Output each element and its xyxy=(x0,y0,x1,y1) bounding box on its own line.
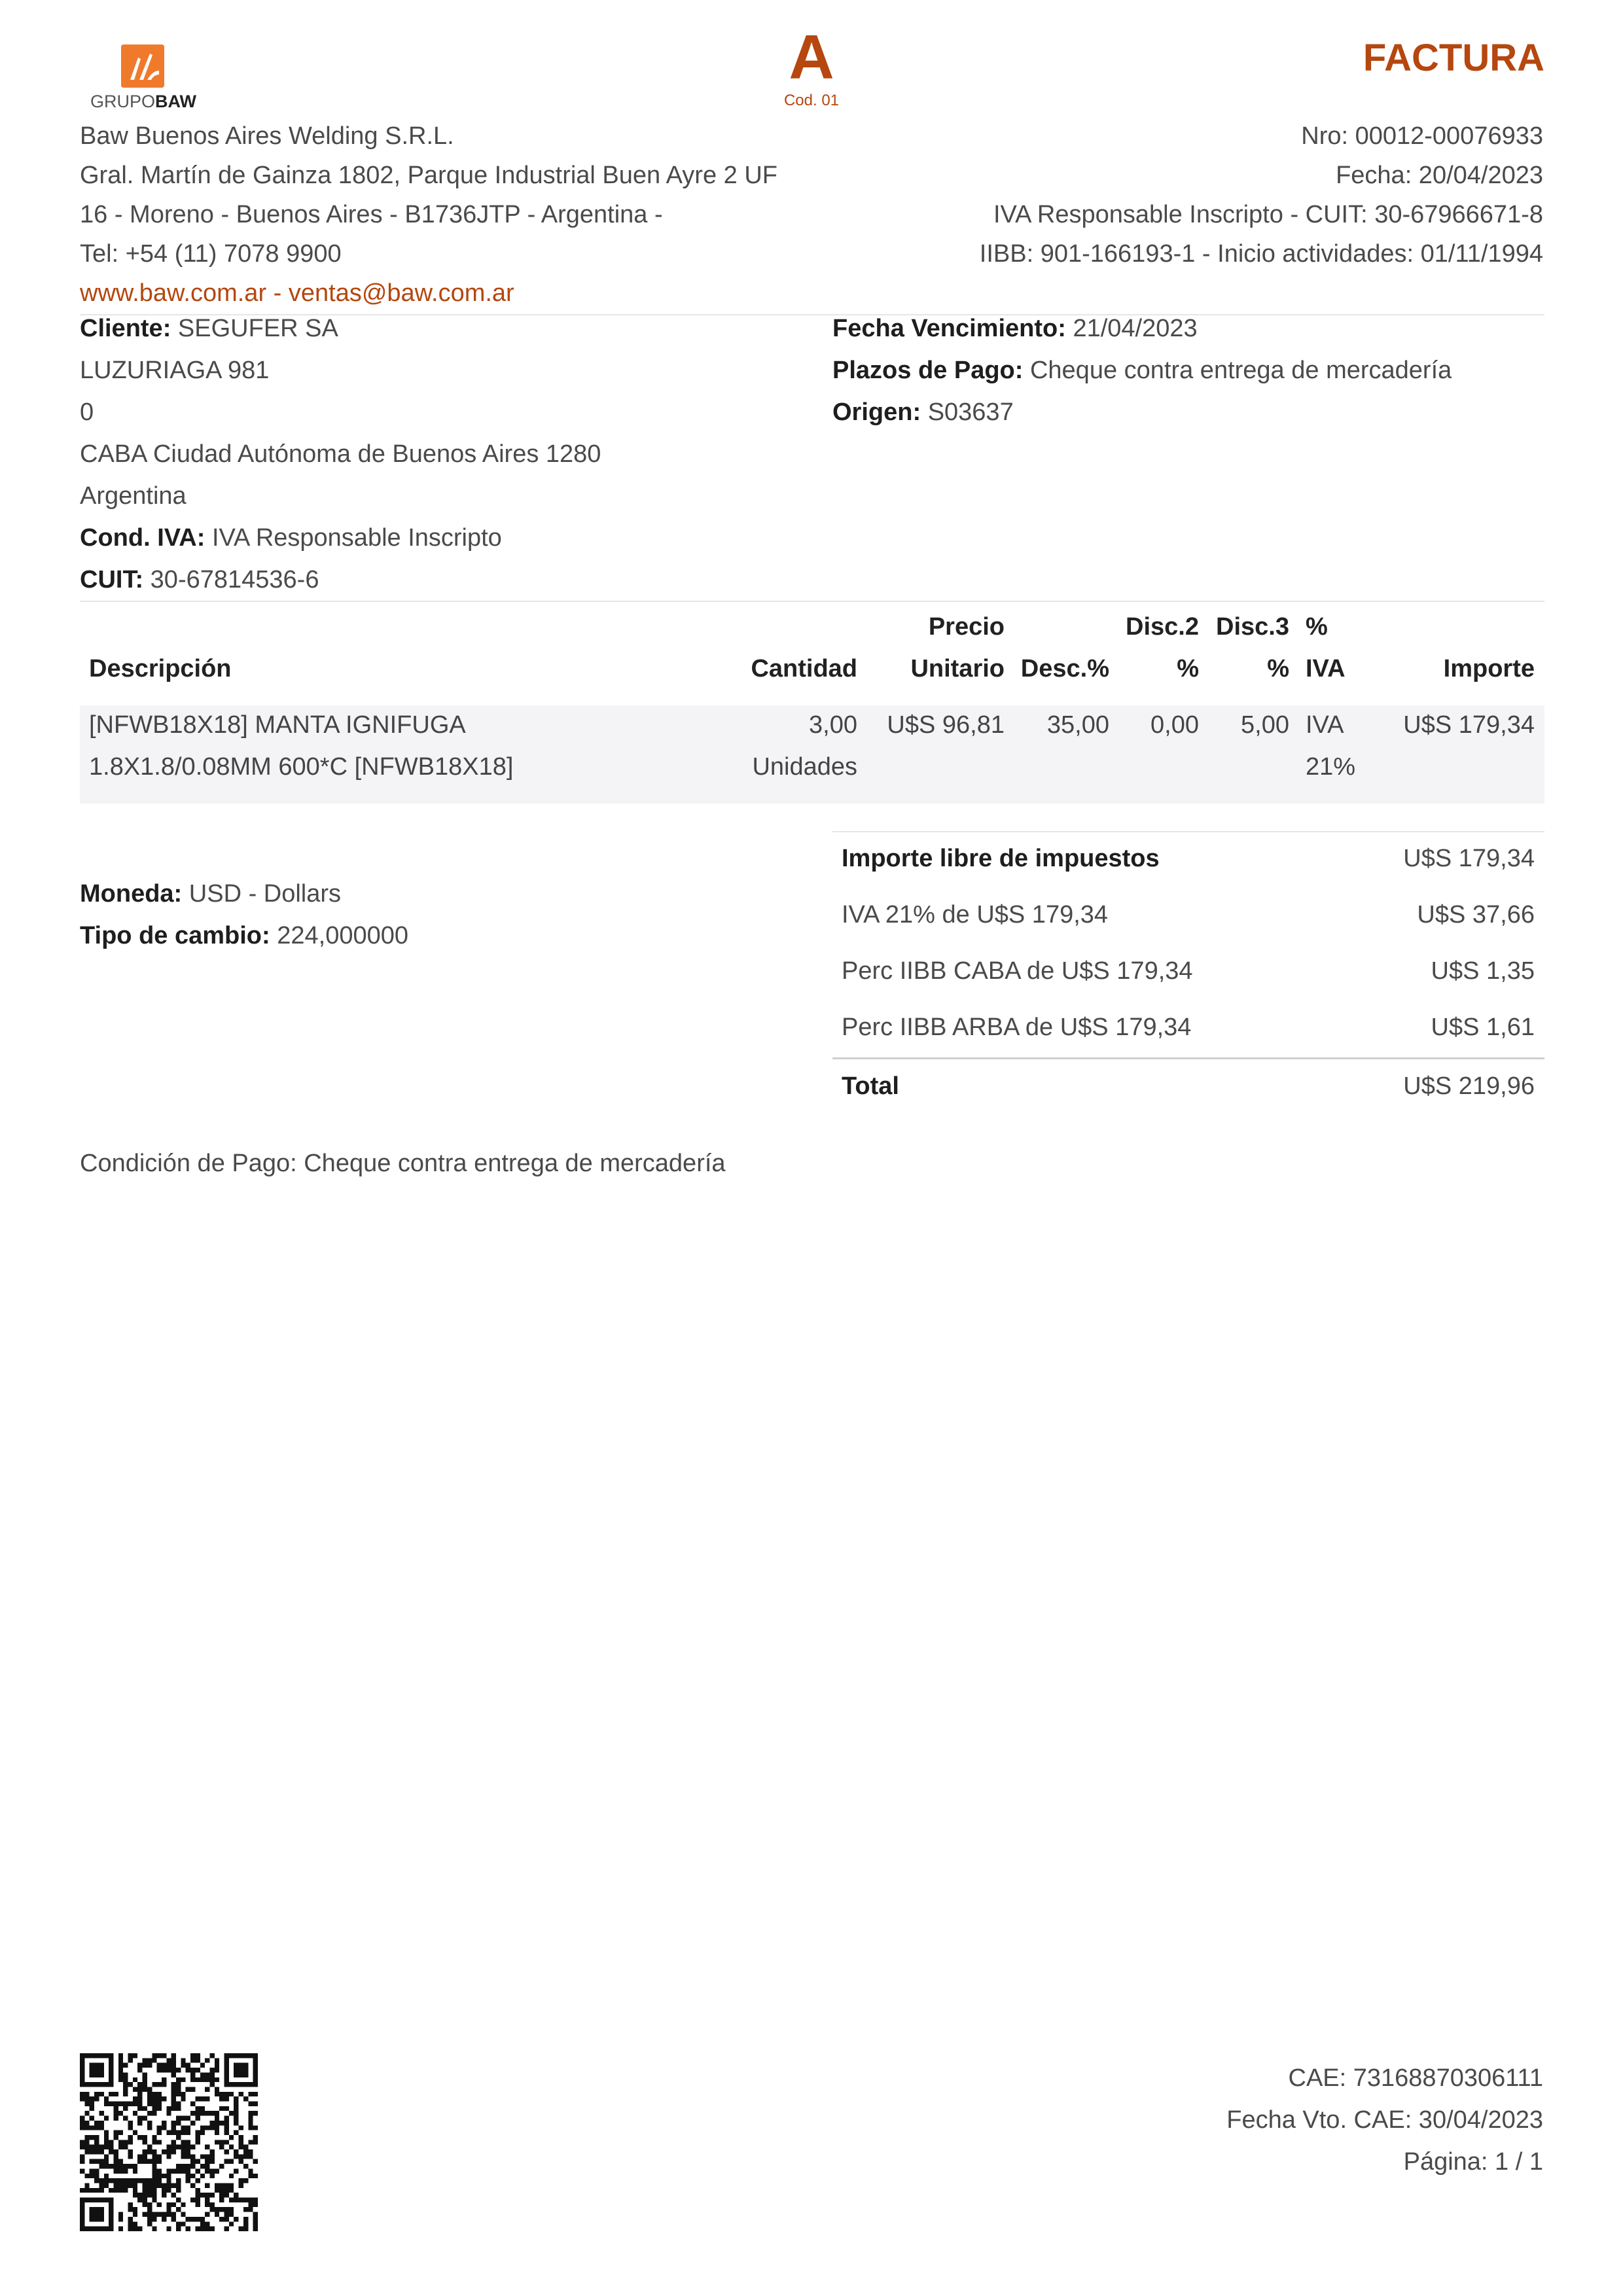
tax-line-value: U$S 37,66 xyxy=(1417,901,1535,928)
row-description-1: [NFWB18X18] MANTA IGNIFUGA xyxy=(89,711,466,739)
col-header-disc2-1: Disc.2 xyxy=(1126,613,1199,641)
document-title: FACTURA xyxy=(1363,37,1544,79)
row-iva-2: 21% xyxy=(1306,753,1356,781)
tax-line-label: Perc IIBB ARBA de U$S 179,34 xyxy=(842,1014,1192,1041)
row-discount: 35,00 xyxy=(1046,711,1109,739)
qr-code xyxy=(80,2053,258,2231)
client-cuit: CUIT: 30-67814536-6 xyxy=(80,566,319,593)
client-name: Cliente: SEGUFER SA xyxy=(80,315,338,342)
exchange-rate: Tipo de cambio: 224,000000 xyxy=(80,922,408,949)
col-header-unit-price-1: Precio xyxy=(928,613,1005,641)
col-header-disc3-1: Disc.3 xyxy=(1216,613,1289,641)
origin: Origen: S03637 xyxy=(832,398,1014,426)
due-date: Fecha Vencimiento: 21/04/2023 xyxy=(832,315,1198,342)
row-disc3: 5,00 xyxy=(1241,711,1289,739)
logo-wordmark: GRUPOBAW xyxy=(90,92,197,111)
baw-logo-icon xyxy=(121,44,164,88)
client-city: CABA Ciudad Autónoma de Buenos Aires 1280 xyxy=(80,440,601,468)
col-header-disc3-2: % xyxy=(1267,655,1289,682)
col-header-iva-1: % xyxy=(1306,613,1328,641)
row-iva-1: IVA xyxy=(1306,711,1344,739)
company-iva-cuit: IVA Responsable Inscripto - CUIT: 30-67966671-8 xyxy=(993,201,1543,228)
col-header-disc2-2: % xyxy=(1177,655,1199,682)
total-label: Total xyxy=(842,1072,899,1100)
tax-line-label: IVA 21% de U$S 179,34 xyxy=(842,901,1109,928)
untaxed-value: U$S 179,34 xyxy=(1403,845,1535,872)
row-unit: Unidades xyxy=(752,753,857,781)
invoice-date: Fecha: 20/04/2023 xyxy=(1336,162,1543,189)
company-iibb: IIBB: 901-166193-1 - Inicio actividades: 01/11/1994 xyxy=(979,240,1543,268)
row-amount: U$S 179,34 xyxy=(1403,711,1535,739)
cae-number: CAE: 73168870306111 xyxy=(1288,2064,1543,2092)
total-value: U$S 219,96 xyxy=(1403,1072,1535,1100)
payment-condition: Condición de Pago: Cheque contra entrega de mercadería xyxy=(80,1150,726,1177)
page-number: Página: 1 / 1 xyxy=(1403,2148,1543,2176)
company-address-1: Gral. Martín de Gainza 1802, Parque Industrial Buen Ayre 2 UF xyxy=(80,162,777,189)
cae-due-date: Fecha Vto. CAE: 30/04/2023 xyxy=(1226,2106,1543,2134)
company-address-2: 16 - Moreno - Buenos Aires - B1736JTP - Argentina - xyxy=(80,201,663,228)
payment-terms: Plazos de Pago: Cheque contra entrega de mercadería xyxy=(832,357,1452,384)
invoice-number: Nro: 00012-00076933 xyxy=(1301,122,1543,150)
row-unit-price: U$S 96,81 xyxy=(887,711,1005,739)
col-header-description: Descripción xyxy=(89,655,232,682)
client-country: Argentina xyxy=(80,482,187,510)
invoice-letter: A xyxy=(789,22,834,92)
col-header-discount: Desc.% xyxy=(1020,655,1109,682)
col-header-quantity: Cantidad xyxy=(751,655,857,682)
divider xyxy=(832,831,1544,832)
tax-line-value: U$S 1,35 xyxy=(1431,957,1535,985)
company-name: Baw Buenos Aires Welding S.R.L. xyxy=(80,122,454,150)
tax-line-value: U$S 1,61 xyxy=(1431,1014,1535,1041)
col-header-iva-2: IVA xyxy=(1306,655,1346,682)
invoice-code: Cod. 01 xyxy=(783,92,840,109)
client-street: LUZURIAGA 981 xyxy=(80,357,270,384)
client-line3: 0 xyxy=(80,398,94,426)
divider xyxy=(832,1057,1544,1059)
currency: Moneda: USD - Dollars xyxy=(80,880,342,908)
col-header-amount: Importe xyxy=(1443,655,1535,682)
company-web-link[interactable]: www.baw.com.ar - ventas@baw.com.ar xyxy=(80,279,514,307)
row-disc2: 0,00 xyxy=(1150,711,1199,739)
company-phone: Tel: +54 (11) 7078 9900 xyxy=(80,240,342,268)
divider xyxy=(80,601,1544,602)
client-iva: Cond. IVA: IVA Responsable Inscripto xyxy=(80,524,502,552)
tax-line-label: Perc IIBB CABA de U$S 179,34 xyxy=(842,957,1193,985)
col-header-unit-price-2: Unitario xyxy=(910,655,1005,682)
untaxed-label: Importe libre de impuestos xyxy=(842,845,1160,872)
row-quantity: 3,00 xyxy=(809,711,857,739)
row-description-2: 1.8X1.8/0.08MM 600*C [NFWB18X18] xyxy=(89,753,514,781)
